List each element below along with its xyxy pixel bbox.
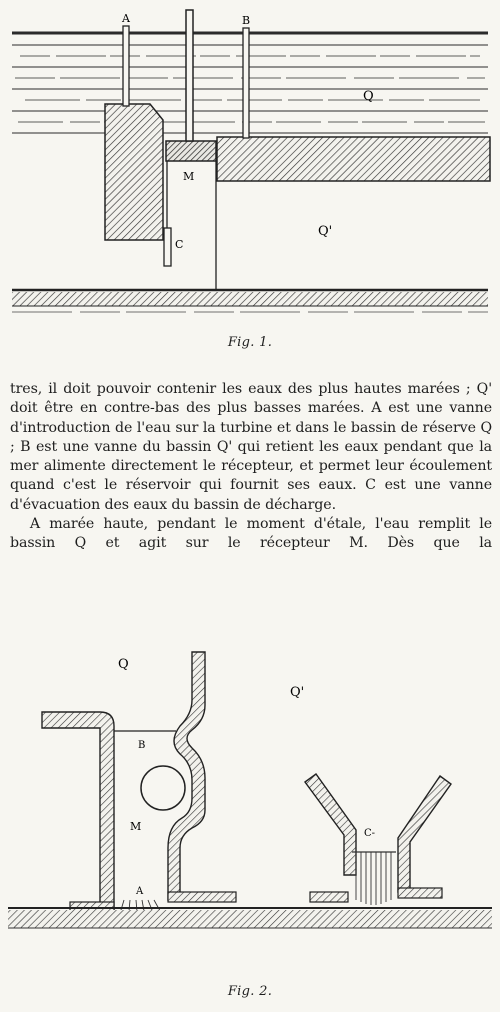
figure-1-caption: Fig. 1. [227,335,273,350]
fig1-label-gate-c: C [175,238,184,251]
receiver-wheel [141,766,185,810]
figure-2-drawing [0,630,500,1008]
fig2-label-basin-q: Q [118,657,129,672]
fig2-label-gate-c: C- [364,828,376,839]
gate-a-rod [123,26,129,106]
gate-c-plate [164,228,171,266]
fig1-label-receiver-m: M [183,170,195,183]
paragraph-1: tres, il doit pouvoir contenir les eaux des plus hautes marées ; Q' doit être en contre-bas des plus basses marées. A est une vanne d'introduction de l'eau sur la turbine et dans le bassin de réserve Q ; B est une vanne du bassin Q' qui retient les eaux pendant que la mer alimente directement le récepteur, et permet leur écoulement quand c'est le réservoir qui fournit ses eaux. C est une vanne d'évacuation des eaux du bassin de décharge. [10,381,492,513]
paragraph-2: A marée haute, pendant le moment d'étale, l'eau remplit le bassin Q et agit sur le récepteur M. Dès que la [10,516,492,552]
turbine-shaft [186,10,193,141]
v-channel-right-arm [398,776,451,892]
figure-2-caption: Fig. 2. [227,984,273,999]
figure-2 [0,630,500,1008]
fig1-label-gate-b: B [242,14,251,27]
right-dam-block [217,137,490,181]
v-channel-left-arm [305,774,356,875]
fig1-label-gate-a: A [122,12,130,25]
fig2-label-gate-b: B [138,740,146,751]
ground-bottom-fig2 [8,908,492,928]
gate-b-rod [243,28,249,138]
ground-bottom [12,290,488,312]
body-text [10,380,492,554]
figure-1-drawing [0,0,500,330]
fig1-label-basin-q: Q [363,89,374,104]
water-lines-top [12,33,488,133]
left-pier [105,104,163,240]
fig2-label-receiver-m: M [130,820,142,833]
fig2-label-basin-q-prime: Q' [290,685,305,700]
left-wall [42,712,114,910]
figure-1 [0,0,500,330]
receiver-m [166,141,216,161]
fig1-label-basin-q-prime: Q' [318,224,333,239]
fig2-label-gate-a: A [136,886,144,897]
outflow-c [352,852,396,905]
